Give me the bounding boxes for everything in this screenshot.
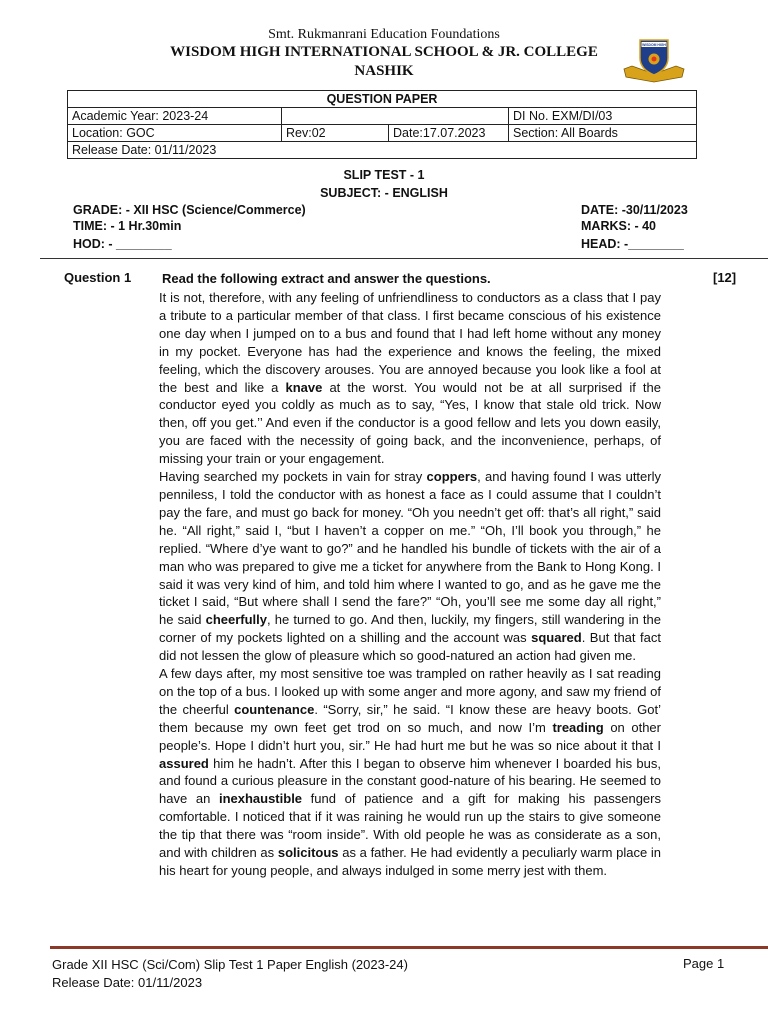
passage [159,289,661,880]
vocab-word: coppers [426,469,478,485]
school-city: NASHIK [354,63,414,79]
footer [52,956,408,992]
school-name: WISDOM HIGH INTERNATIONAL SCHOOL & JR. COLLEGE [170,44,598,60]
exam-date: DATE: -30/11/2023 [581,203,688,217]
vocab-word: inexhaustible [218,791,303,807]
time: TIME: - 1 Hr.30min [73,219,182,233]
passage-text: Having searched my pockets in vain for stray [159,469,427,485]
di-number: DI No. EXM/DI/03 [509,108,697,125]
vocab-word: knave [285,379,323,395]
test-title: SLIP TEST - 1 [343,168,425,182]
question-label: Question 1 [64,270,132,285]
document-info-table [67,90,697,159]
passage-text: It is not, therefore, with any feeling of unfriendliness to conductors as a class that I pay a tribute to a particular member of that class. I first became conscious of his existence one day when I jumped on to a bus and found that I had left home without any money in my pocket. Everyone has had the experience and knows the feeling, the mixed feeling, which the discovery arouses. You are annoyed because you look like a fool at the best and like a [159,290,661,395]
table-title: QUESTION PAPER [68,91,697,108]
section: Section: All Boards [509,125,697,142]
passage-text: him he hadn’t. After this I began to observe him whenever I boarded his bus, and found a curious pleasure in the constant good-nature of his bearing. He seemed to have an [159,755,661,807]
passage-paragraph [159,468,661,665]
passage-text: fund of patience and a gift for making his passengers comfortable. I noticed that if it was raining he would run up the stairs to give someone the tip that there was “room inside”. With old people he was as considerate as a son, and with children as [159,791,661,861]
revision: Rev:02 [282,125,389,142]
question-instruction: Read the following extract and answer the questions. [162,271,491,286]
passage-text: as a father. He had evidently a peculiarly warm place in his heart for young people, and always indulged in some merry jest with them. [159,845,661,878]
head: HEAD: -________ [581,237,684,251]
passage-paragraph [159,289,661,468]
doc-date: Date:17.07.2023 [389,125,509,142]
footer-doc-title: Grade XII HSC (Sci/Com) Slip Test 1 Paper English (2023-24) [52,957,408,972]
hod: HOD: - ________ [73,237,172,251]
footer-divider [50,946,768,949]
page-number: Page 1 [683,956,725,971]
vocab-word: treading [552,719,604,735]
passage-text: , he turned to go. And then, luckily, my fingers, still wandering in the corner of my pockets lighted on a shilling and the account was [159,612,661,646]
question-marks: [12] [713,270,737,285]
passage-text: A few days after, my most sensitive toe was trampled on rather heavily as I sat reading on the top of a bus. I looked up with some anger and more agony, and saw my friend of the cheerful [159,666,661,717]
passage-text: , and having found I was utterly penniless, I told the conductor with as honest a face as I could assume that I couldn’t pay the fare, and must go back for money. “Oh you needn’t get off: that’s all right,” said he. “All right,” said I, “but I haven’t a copper on me.” “Oh, I’ll book you through,” he replied. “Where d’ye want to go?” and he handled his bundle of tickets with the air of a man who was prepared to give me a ticket for anywhere from the Bank to Hong Kong. I said it was very kind of him, and told him where I wanted to go, and as he gave me the ticket I said, “But where shall I send the fare?” “Oh, you’ll see me some day all right,” he said [159,469,661,628]
passage-text: on other people’s. Hope I didn’t hurt you, sir.” He had hurt me but he was so nice about it that I [159,719,661,753]
logo-text: WISDOM HIGH [642,43,666,47]
passage-text: . But that fact did not lessen the glow of pleasure which so good-natured an action had given me. [159,630,661,664]
vocab-word: assured [159,755,209,771]
grade: GRADE: - XII HSC (Science/Commerce) [73,203,306,217]
footer-release-date: Release Date: 01/11/2023 [52,975,203,990]
vocab-word: cheerfully [205,612,268,628]
vocab-word: countenance [234,701,315,717]
passage-paragraph [159,665,661,880]
vocab-word: squared [531,630,582,646]
empty-cell [282,108,509,125]
vocab-word: solicitous [277,845,339,861]
subject: SUBJECT: - ENGLISH [320,186,448,200]
location: Location: GOC [68,125,282,142]
foundation-name: Smt. Rukmanrani Education Foundations [268,27,500,42]
header-divider [40,258,768,259]
passage-text: at the worst. You would not be at all surprised if the conductor eyed you coldly as much as to say, “Yes, I know that stale old trick. Now then, off you get.’’ And even if the conductor is a good fellow and lets you down easily, you are faced with the necessity of going back, and the inconvenience, perhaps, of missing your train or your engagement. [159,379,661,467]
marks: MARKS: - 40 [581,219,657,233]
passage-text: . “Sorry, sir,” he said. “I know these are heavy boots. Got’ them because my own feet get trod on so much, and now I’m [159,701,661,735]
table-release-date: Release Date: 01/11/2023 [68,142,697,159]
academic-year: Academic Year: 2023-24 [68,108,282,125]
school-logo [618,36,690,84]
